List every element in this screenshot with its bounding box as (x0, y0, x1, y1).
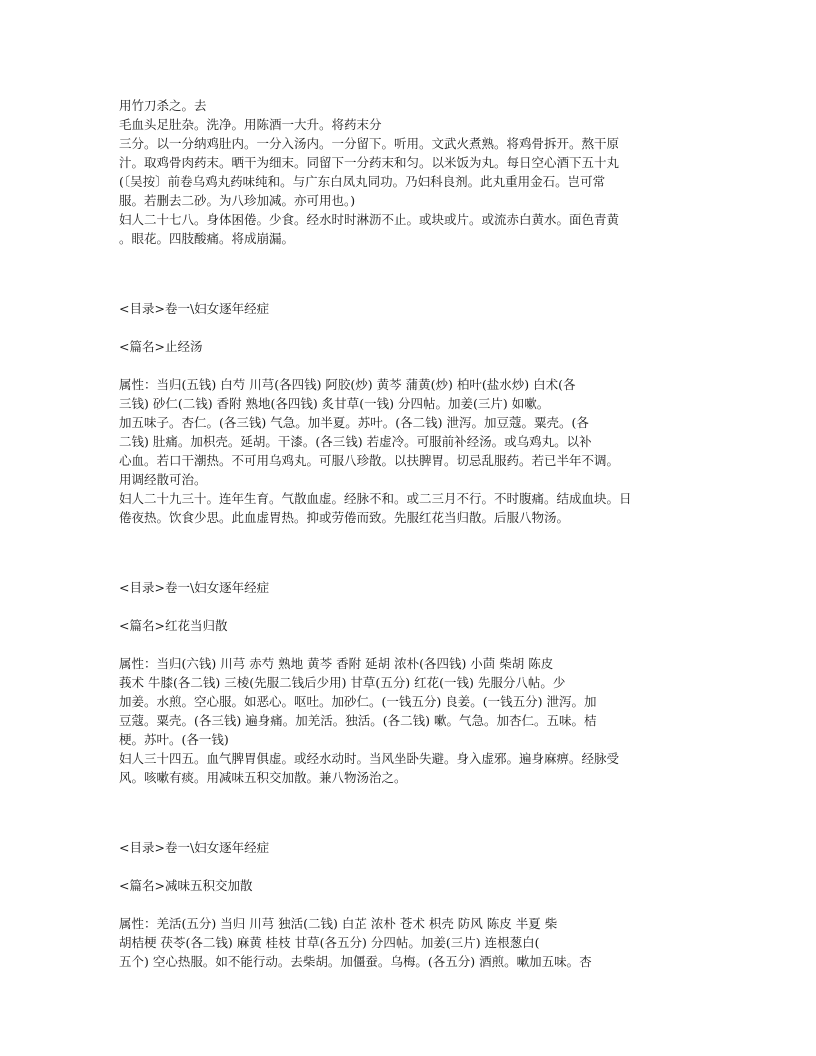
text-line: 用竹刀杀之。去 (119, 98, 207, 113)
text-line: 豆蔻。粟壳。(各三钱) 遍身痛。加羌活。独活。(各二钱) 嗽。气急。加杏仁。五味。桔 (119, 713, 597, 728)
text-line: 胡桔梗 茯苓(各二钱) 麻黄 桂枝 甘草(各五分) 分四帖。加姜(三片) 连根葱白( (119, 935, 540, 950)
text-line: 属性：当归(五钱) 白芍 川芎(各四钱) 阿胶(炒) 黄芩 蒲黄(炒) 柏叶(盐水炒) 白术(各 (119, 377, 576, 392)
text-line: 倦夜热。饮食少思。此血虚胃热。抑或劳倦而致。先服红花当归散。后服八物汤。 (119, 510, 570, 525)
section-jianwei-wuji-jiaojia-san (119, 838, 704, 971)
spacer (119, 318, 704, 337)
text-line: (〔吴按〕前卷乌鸡丸药味纯和。与广东白凤丸同功。乃妇科良剂。此丸重用金石。岂可常 (119, 174, 606, 189)
text-line: 莪术 牛膝(各二钱) 三棱(先服二钱后少用) 甘草(五分) 红花(一钱) 先服分八帖。少 (119, 675, 566, 690)
catalog-heading: <目录>卷一\妇女逐年经症 (119, 840, 270, 855)
spacer (119, 356, 704, 375)
spacer (119, 895, 704, 914)
text-line: 毛血头足肚杂。洗净。用陈酒一大升。将药末分 (119, 117, 382, 132)
text-line: 加五味子。杏仁。(各三钱) 气急。加半夏。苏叶。(各二钱) 泄泻。加豆蔻。粟壳。(各 (119, 415, 589, 430)
text-line: 风。咳嗽有痰。用减味五积交加散。兼八物汤治之。 (119, 770, 407, 785)
document-page (119, 96, 704, 971)
section-honghua-danggui-san (119, 578, 704, 787)
text-line: 五个) 空心热服。如不能行动。去柴胡。加僵蚕。乌梅。(各五分) 酒煎。嗽加五味。杏 (119, 954, 592, 969)
text-line: 汁。取鸡骨肉药末。晒干为细末。同留下一分药末和匀。以米饭为丸。每日空心酒下五十丸 (119, 155, 620, 170)
text-line: 三钱) 砂仁(二钱) 香附 熟地(各四钱) 炙甘草(一钱) 分四帖。加姜(三片) 如嗽。 (119, 396, 550, 411)
intro-block (119, 96, 704, 248)
text-line: 妇人二十七八。身体困倦。少食。经水时时淋沥不止。或块或片。或流赤白黄水。面色青黄 (119, 212, 620, 227)
chapter-title: <篇名>红花当归散 (119, 618, 228, 633)
chapter-title: <篇名>减味五积交加散 (119, 878, 253, 893)
section-spacer (119, 527, 704, 578)
catalog-heading: <目录>卷一\妇女逐年经症 (119, 301, 270, 316)
spacer (119, 857, 704, 876)
text-line: 属性：羌活(五分) 当归 川芎 独活(二钱) 白芷 浓朴 苍术 枳壳 防风 陈皮 半夏 柴 (119, 916, 558, 931)
spacer (119, 635, 704, 654)
section-spacer (119, 787, 704, 838)
text-line: 妇人二十九三十。连年生育。气散血虚。经脉不和。或二三月不行。不时腹痛。结成血块。日 (119, 491, 632, 506)
section-spacer (119, 248, 704, 299)
text-line: 加姜。水煎。空心服。如恶心。呕吐。加砂仁。(一钱五分) 良姜。(一钱五分) 泄泻。加 (119, 694, 597, 709)
text-line: 二钱) 肚痛。加枳壳。延胡。干漆。(各三钱) 若虚冷。可服前补经汤。或乌鸡丸。以补 (119, 434, 592, 449)
spacer (119, 597, 704, 616)
text-line: 。眼花。四肢酸痛。将成崩漏。 (119, 231, 295, 246)
section-zhijingtang (119, 299, 704, 527)
text-line: 服。若删去二砂。为八珍加减。亦可用也。) (119, 193, 356, 208)
text-line: 用调经散可治。 (119, 472, 207, 487)
text-line: 三分。以一分纳鸡肚内。一分入汤内。一分留下。听用。文武火煮熟。将鸡骨拆开。熬干原 (119, 136, 620, 151)
text-line: 梗。苏叶。(各一钱) (119, 732, 229, 747)
text-line: 心血。若口干潮热。不可用乌鸡丸。可服八珍散。以扶脾胃。切忌乱服药。若已半年不调。 (119, 453, 620, 468)
chapter-title: <篇名>止经汤 (119, 339, 203, 354)
text-line: 属性：当归(六钱) 川芎 赤芍 熟地 黄芩 香附 延胡 浓朴(各四钱) 小茴 柴胡 陈皮 (119, 656, 554, 671)
text-line: 妇人三十四五。血气脾胃俱虚。或经水动时。当风坐卧失避。身入虚邪。遍身麻痹。经脉受 (119, 751, 620, 766)
catalog-heading: <目录>卷一\妇女逐年经症 (119, 580, 270, 595)
